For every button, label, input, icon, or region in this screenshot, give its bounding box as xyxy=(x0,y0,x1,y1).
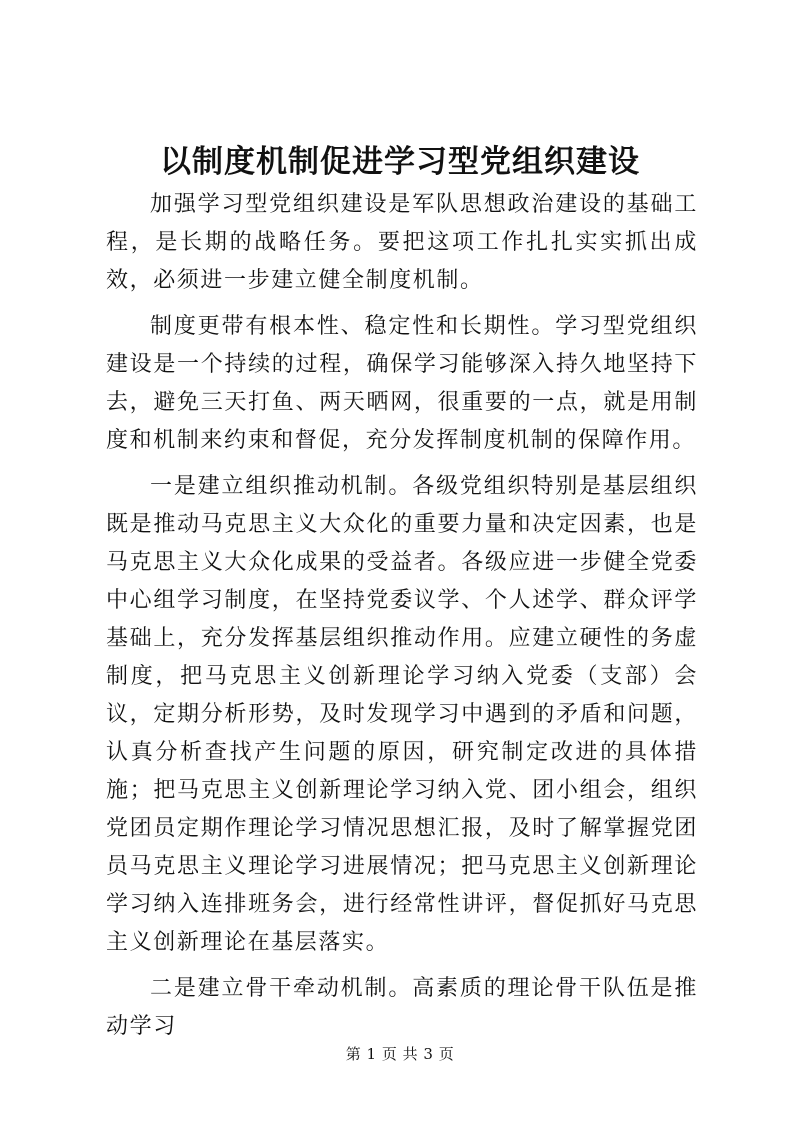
paragraph-organization-mechanism: 一是建立组织推动机制。各级党组织特别是基层组织既是推动马克思主义大众化的重要力量和决定因素，也是马克思主义大众化成果的受益者。各级应进一步健全党委中心组学习制度，在坚持党委议学、个人述学、群众评学基础上，充分发挥基层组织推动作用。应建立硬性的务虚制度，把马克思主义创新理论学习纳入党委（支部）会议，定期分析形势，及时发现学习中遇到的矛盾和问题，认真分析查找产生问题的原因，研究制定改进的具体措施；把马克思主义创新理论学习纳入党、团小组会，组织党团员定期作理论学习情况思想汇报，及时了解掌握党团员马克思主义理论学习进展情况；把马克思主义创新理论学习纳入连排班务会，进行经常性讲评，督促抓好马克思主义创新理论在基层落实。 xyxy=(106,474,698,955)
document-title: 以制度机制促进学习型党组织建设 xyxy=(160,144,640,180)
paragraph-intro: 加强学习型党组织建设是军队思想政治建设的基础工程，是长期的战略任务。要把这项工作扎扎实实抓出成效，必须进一步建立健全制度机制。 xyxy=(106,192,698,293)
page-number-footer: 第 1 页 共 3 页 xyxy=(345,1045,455,1063)
document-body xyxy=(106,186,698,1054)
paragraph-system-importance: 制度更带有根本性、稳定性和长期性。学习型党组织建设是一个持续的过程，确保学习能够深入持久地坚持下去，避免三天打鱼、两天晒网，很重要的一点，就是用制度和机制来约束和督促，充分发挥制度机制的保障作用。 xyxy=(106,314,698,453)
paragraph-backbone-mechanism: 二是建立骨干牵动机制。高素质的理论骨干队伍是推动学习 xyxy=(106,976,698,1039)
